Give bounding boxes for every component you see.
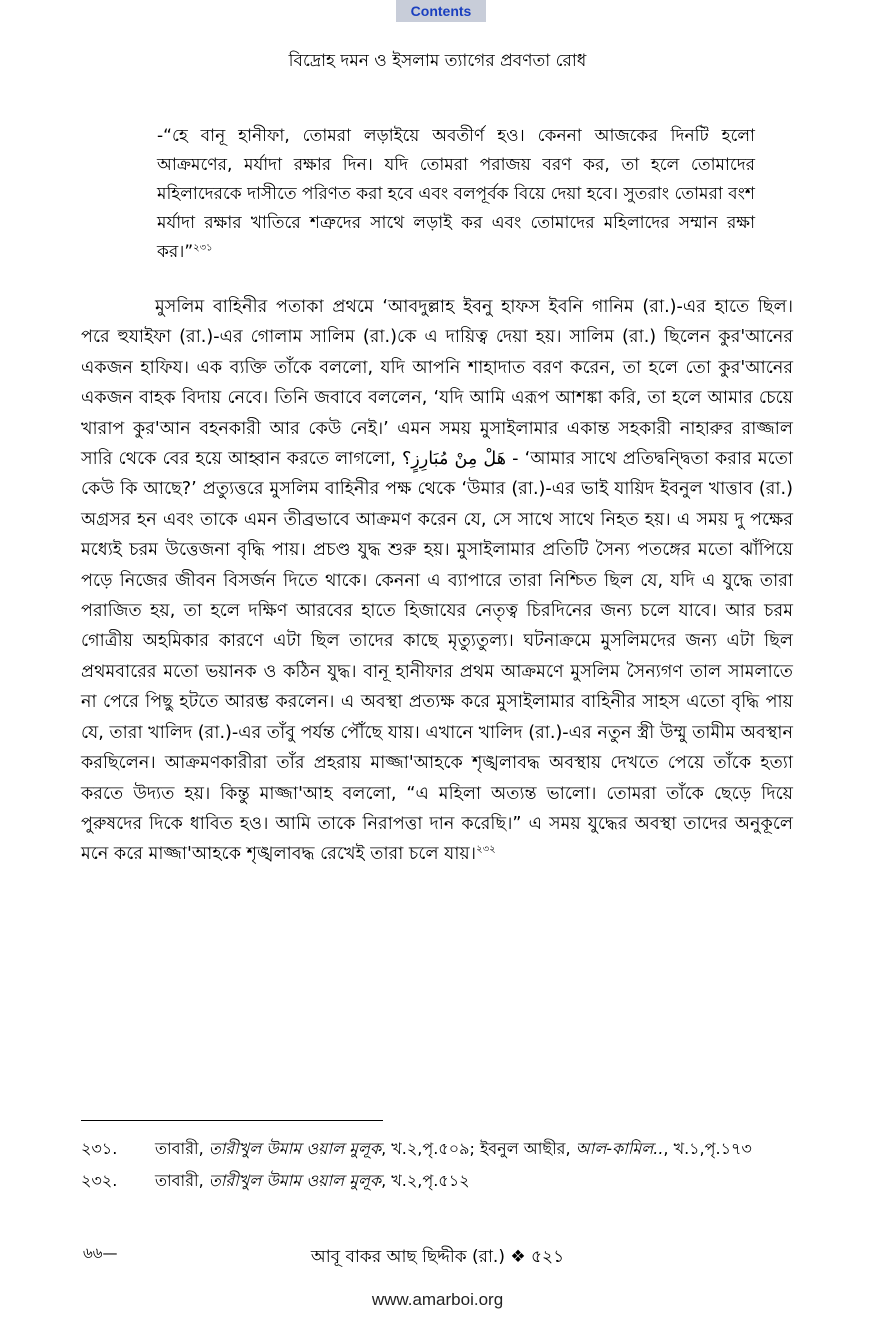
footnote-number: ২৩২. [81, 1171, 118, 1190]
footnotes [81, 1135, 793, 1199]
contents-button[interactable]: Contents [396, 0, 486, 22]
footnote-ref-231: ২৩১ [193, 242, 213, 254]
running-title: বিদ্রোহ দমন ও ইসলাম ত্যাগের প্রবণতা রোধ [288, 51, 587, 71]
footnote-ref-232: ২৩২ [476, 844, 496, 856]
footnote-book-title-2: আল-কামিল.. [575, 1139, 664, 1158]
signature-mark: ৬৬— [83, 1244, 118, 1262]
paragraph-text-part-1: মুসলিম বাহিনীর পতাকা প্রথমে ‘আবদুল্লাহ ইবনু হাফস ইবনি গানিম (রা.)-এর হাতে ছিল। পরে হুযাইফা (রা.)-এর গোলাম সালিম (রা.)কে এ দায়িত্ব দেয়া হয়। সালিম (রা.) ছিলেন কুর'আনের একজন হাফিয। এক ব্যক্তি তাঁকে বললো, যদি আপনি শাহাদাত বরণ করেন, তা হলে তো কুর'আনের একজন বাহক বিদায় নেবে। তিনি জবাবে বললেন, ‘যদি আমি এরূপ আশঙ্কা করি, তা হলে আমার চেয়ে খারাপ কুর'আন বহনকারী আর কেউ নেই।’ এমন সময় মুসাইলামার একান্ত সহকারী নাহারুর রাজ্জাল সারি থেকে বের হয়ে আহ্বান করতে লাগলো, [81, 297, 793, 470]
main-paragraph [81, 292, 793, 870]
website-link[interactable]: www.amarboi.org [371, 1290, 504, 1309]
footnote-citation-end: , খ.১,পৃ.১৭৩ [663, 1139, 752, 1158]
paragraph-text-part-2: - ‘আমার সাথে প্রতিদ্বন্দ্বিতা করার মতো কেউ কি আছে?’ প্রত্যুত্তরে মুসলিম বাহিনীর পক্ষ থেকে ‘উমার (রা.)-এর ভাই যায়িদ ইবনুল খাত্তাব (রা.) অগ্রসর হন এবং তাকে এমন তীব্রভাবে আক্রমণ করেন যে, সে সাথে সাথে নিহত হয়। এ সময় দু পক্ষের মধ্যেই চরম উত্তেজনা বৃদ্ধি পায়। প্রচণ্ড যুদ্ধ শুরু হয়। মুসাইলামার প্রতিটি সৈন্য পতঙ্গের মতো ঝাঁপিয়ে পড়ে নিজের জীবন বিসর্জন দিতে থাকে। কেননা এ ব্যাপারে তারা নিশ্চিত ছিল যে, যদি এ যুদ্ধে তারা পরাজিত হয়, তা হলে দক্ষিণ আরবের হাতে হিজাযের নেতৃত্ব চিরদিনের জন্য চলে যাবে। আর চরম গোত্রীয় অহমিকার কারণে এটা ছিল তাদের কাছে মৃত্যুতুল্য। ঘটনাক্রমে মুসলিমদের জন্য এটা ছিল প্রথমবারের মতো ভয়ানক ও কঠিন যুদ্ধ। বানূ হানীফার প্রথম আক্রমণে মুসলিম সৈন্যগণ তাল সামলাতে না পেরে পিছু হটতে আরম্ভ করলেন। এ অবস্থা প্রত্যক্ষ করে মুসাইলামার বাহিনীর সাহস এতো বৃদ্ধি পায় যে, তারা খালিদ (রা.)-এর তাঁবু পর্যন্ত পৌঁছে যায়। এখানে খালিদ (রা.)-এর নতুন স্ত্রী উম্মু তামীম অবস্থান করছিলেন। আক্রমণকারীরা তাঁর প্রহরায় মাজ্জা'আহকে শৃঙ্খলাবদ্ধ অবস্থায় দেখতে পেয়ে তাঁকে হত্যা করতে উদ্যত হয়। কিন্তু মাজ্জা'আহ বললো, “এ মহিলা অত্যন্ত ভালো। তোমরা তাঁকে ছেড়ে দিয়ে পুরুষদের দিকে ধাবিত হও। আমি তাকে নিরাপত্তা দান করেছি।” এ সময় যুদ্ধের অবস্থা তাদের অনুকূলে মনে করে মাজ্জা'আহকে শৃঙ্খলাবদ্ধ রেখেই তারা চলে যায়। [81, 449, 793, 865]
quote-text: -“হে বানূ হানীফা, তোমরা লড়াইয়ে অবতীর্ণ হও। কেননা আজকের দিনটি হলো আক্রমণের, মর্যাদা রক্ষার দিন। যদি তোমরা পরাজয় বরণ কর, তা হলে তোমাদের মহিলাদেরকে দাসীতে পরিণত করা হবে এবং বলপূর্বক বিয়ে দেয়া হবে। সুতরাং তোমরা বংশ মর্যাদা রক্ষার খাতিরে শত্রুদের সাথে লড়াই কর এবং তোমাদের মহিলাদের সম্মান রক্ষা কর।” [157, 126, 755, 262]
footnote-232 [81, 1167, 793, 1195]
footnote-citation: , খ.২,পৃ.৫০৯; ইবনুল আছীর, [381, 1139, 576, 1158]
footnote-231 [81, 1135, 793, 1163]
footnote-author: তাবারী, [155, 1139, 209, 1158]
footnote-book-title: তারীখুল উমাম ওয়াল মুলূক [208, 1171, 382, 1190]
quote-block [157, 122, 755, 267]
footnote-number: ২৩১. [81, 1139, 118, 1158]
footnote-book-title: তারীখুল উমাম ওয়াল মুলূক [208, 1139, 382, 1158]
footnote-divider [81, 1120, 383, 1121]
page-footer: আবূ বাকর আছ ছিদ্দীক (রা.) ❖ ৫২১ [310, 1247, 565, 1267]
footnote-author: তাবারী, [155, 1171, 209, 1190]
paragraph-body [81, 292, 793, 870]
arabic-phrase: هَلْ مِنْ مُبَارِزٍ؟ [401, 449, 507, 470]
footnote-citation: , খ.২,পৃ.৫১২ [381, 1171, 470, 1190]
